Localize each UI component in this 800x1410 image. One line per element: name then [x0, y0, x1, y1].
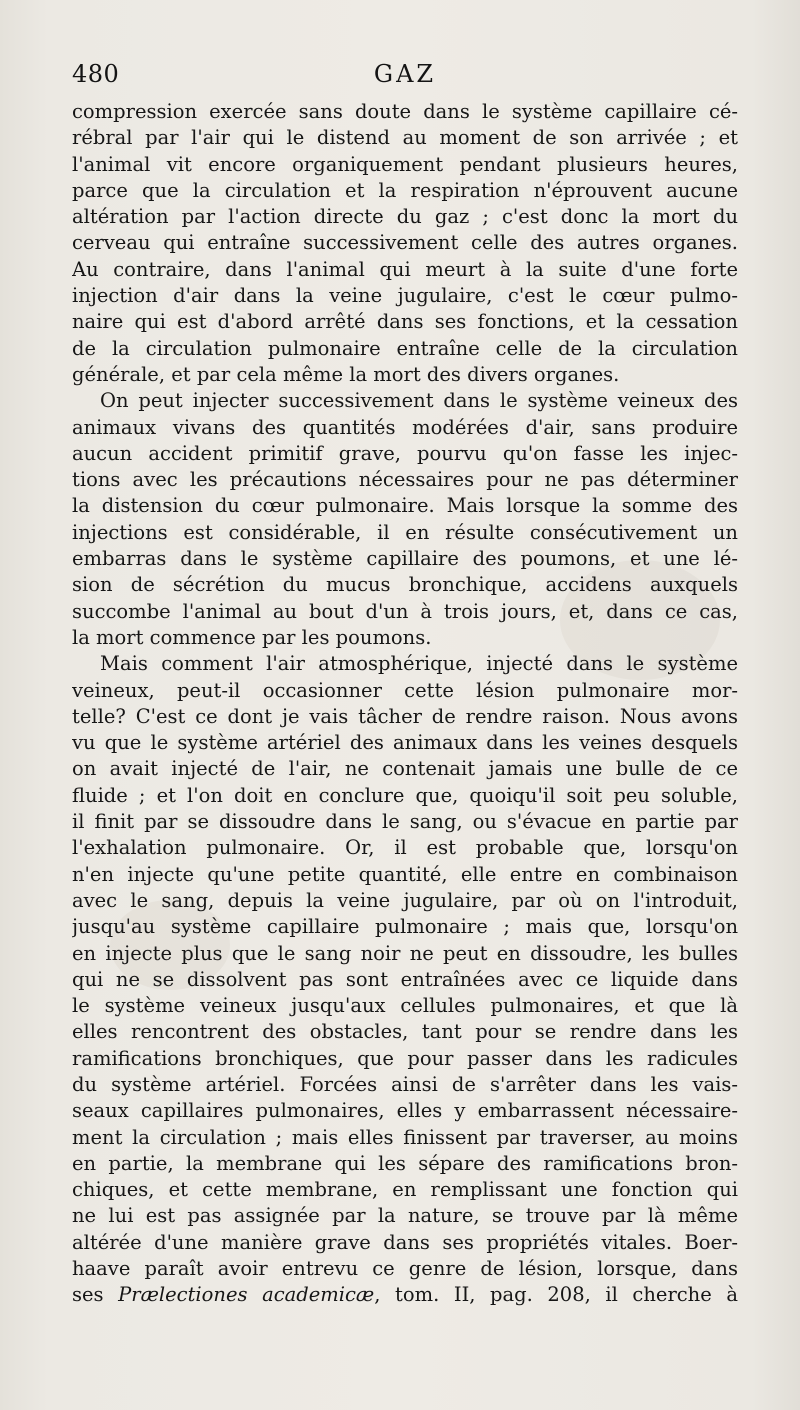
text-line: sion de sécrétion du mucus bronchique, accidens auxquels [72, 573, 738, 597]
text-line: jusqu'au système capillaire pulmonaire ; mais que, lorsqu'on [72, 915, 738, 939]
text-line: aucun accident primitif grave, pourvu qu'on fasse les injec- [72, 441, 738, 465]
text-line: ramifications bronchiques, que pour passer dans les radicules [72, 1046, 738, 1070]
text-line: rébral par l'air qui le distend au moment de son arrivée ; et [72, 126, 738, 150]
text-line: en injecte plus que le sang noir ne peut en dissoudre, les bulles [72, 941, 738, 965]
text-line: altérée d'une manière grave dans ses propriétés vitales. Boer- [72, 1230, 738, 1254]
text-line: On peut injecter successivement dans le système veineux des [100, 389, 738, 413]
running-head: GAZ [373, 60, 437, 88]
text-line: chiques, et cette membrane, en remplissant une fonction qui [72, 1178, 738, 1202]
text-line: l'animal vit encore organiquement pendant plusieurs heures, [72, 152, 738, 176]
text-line: veineux, peut-il occasionner cette lésion pulmonaire mor- [72, 678, 738, 702]
text-line: tions avec les précautions nécessaires pour ne pas déterminer [72, 468, 738, 492]
text-line: le système veineux jusqu'aux cellules pulmonaires, et que là [72, 994, 738, 1018]
text-line: du système artériel. Forcées ainsi de s'arrêter dans les vais- [72, 1072, 738, 1096]
text-line: en partie, la membrane qui les sépare des ramifications bron- [72, 1151, 738, 1175]
text-line: seaux capillaires pulmonaires, elles y embarrassent nécessaire- [72, 1099, 738, 1123]
text-line: altération par l'action directe du gaz ; c'est donc la mort du [72, 205, 738, 229]
text-line: injection d'air dans la veine jugulaire, c'est le cœur pulmo- [72, 284, 738, 308]
text-line: générale, et par cela même la mort des divers organes. [72, 362, 620, 386]
text-fragment: , tom. II, pag. 208, il cherche à [374, 1283, 738, 1307]
text-line: ment la circulation ; mais elles finissent par traverser, au moins [72, 1125, 738, 1149]
text-line: embarras dans le système capillaire des poumons, et une lé- [72, 547, 738, 571]
text-fragment: ses [72, 1283, 119, 1307]
body-text [72, 99, 738, 1309]
text-line: cerveau qui entraîne successivement celle des autres organes. [72, 231, 738, 255]
text-line: l'exhalation pulmonaire. Or, il est probable que, lorsqu'on [72, 836, 738, 860]
text-line: la mort commence par les poumons. [72, 625, 432, 649]
text-line: compression exercée sans doute dans le système capillaire cé- [72, 100, 738, 123]
text-line: de la circulation pulmonaire entraîne celle de la circulation [72, 336, 738, 360]
text-line: ne lui est pas assignée par la nature, se trouve par là même [72, 1204, 738, 1228]
text-line: Mais comment l'air atmosphérique, injecté dans le système [100, 652, 738, 676]
text-line: qui ne se dissolvent pas sont entraînées avec ce liquide dans [72, 967, 738, 991]
text-line: elles rencontrent des obstacles, tant pour se rendre dans les [72, 1020, 738, 1044]
text-line: naire qui est d'abord arrêté dans ses fonctions, et la cessation [72, 310, 738, 334]
text-line: il finit par se dissoudre dans le sang, ou s'évacue en partie par [72, 810, 738, 834]
text-line: on avait injecté de l'air, ne contenait jamais une bulle de ce [72, 757, 738, 781]
text-line: avec le sang, depuis la veine jugulaire, par où on l'introduit, [72, 888, 738, 912]
text-line: telle? C'est ce dont je vais tâcher de rendre raison. Nous avons [72, 704, 738, 728]
page-number: 480 [72, 60, 120, 88]
text-line: fluide ; et l'on doit en conclure que, quoiqu'il soit peu soluble, [72, 783, 738, 807]
text-line: injections est considérable, il en résulte consécutivement un [72, 520, 738, 544]
italic-title: Prælectiones academicæ [118, 1283, 375, 1307]
text-line: haave paraît avoir entrevu ce genre de lésion, lorsque, dans [72, 1257, 738, 1281]
text-line-final [72, 1282, 738, 1308]
text-line: animaux vivans des quantités modérées d'air, sans produire [72, 415, 738, 439]
text-line: parce que la circulation et la respiration n'éprouvent aucune [72, 178, 738, 202]
page-header [72, 60, 738, 94]
text-line: la distension du cœur pulmonaire. Mais lorsque la somme des [72, 494, 738, 518]
text-line: n'en injecte qu'une petite quantité, elle entre en combinaison [72, 862, 738, 886]
text-line: Au contraire, dans l'animal qui meurt à la suite d'une forte [72, 257, 738, 281]
text-line: succombe l'animal au bout d'un à trois jours, et, dans ce cas, [72, 599, 738, 623]
text-line: vu que le système artériel des animaux dans les veines desquels [72, 731, 738, 755]
